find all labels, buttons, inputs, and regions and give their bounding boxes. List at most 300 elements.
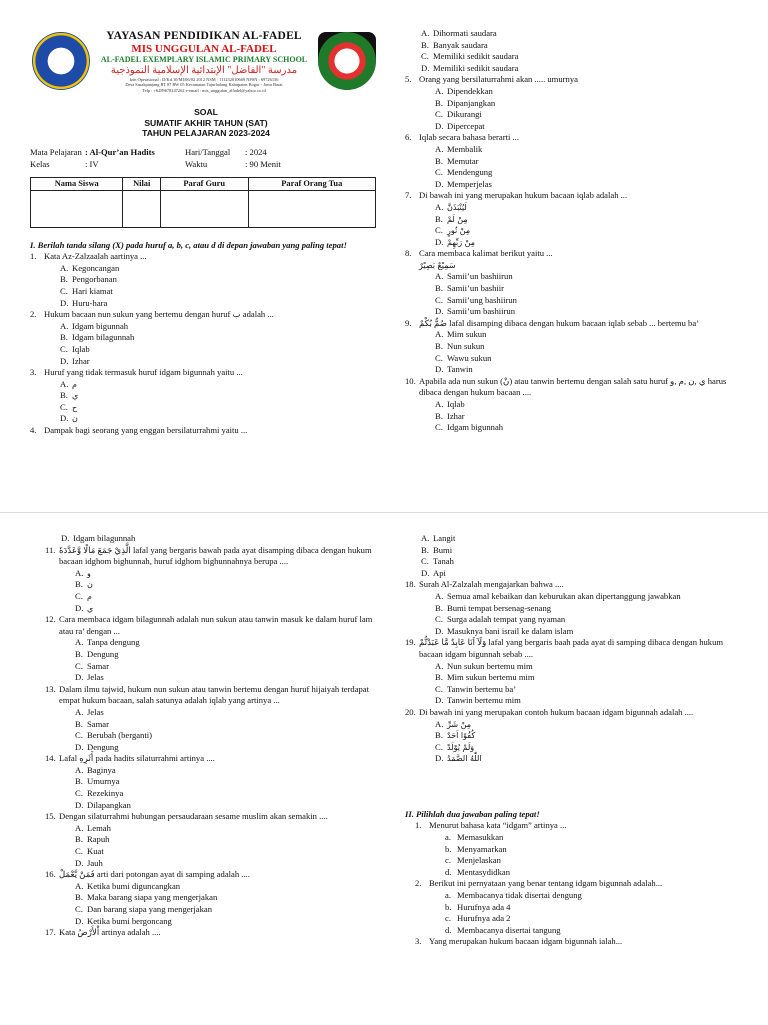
answer-option[interactable] (445, 832, 745, 844)
question-item (405, 132, 745, 190)
answer-option[interactable] (445, 890, 745, 902)
option-letter: C. (60, 343, 68, 354)
question-item (45, 684, 383, 754)
answer-option[interactable] (75, 707, 383, 719)
option-text: ح (72, 402, 78, 412)
question-text: صُمٌّ بُكْمٌ lafal disamping dibaca dengan hukum bacaan iqlab sebab ... bertemu ba’ (419, 317, 700, 328)
options-list (59, 568, 383, 614)
date-value: : 2024 (245, 146, 267, 157)
options-list (419, 661, 745, 707)
option-letter: A. (435, 660, 444, 671)
question-text: Orang yang bersilaturrahmi akan ..... umurnya (419, 74, 578, 85)
option-text: Dengung (87, 741, 119, 752)
option-letter: C. (75, 904, 83, 914)
answer-option[interactable] (60, 321, 382, 333)
option-letter: D. (435, 753, 444, 764)
option-letter: D. (75, 857, 84, 868)
answer-option[interactable] (75, 788, 383, 800)
questions-section-2 (405, 820, 745, 948)
option-text: Lemah (87, 822, 111, 833)
question-item (405, 376, 745, 434)
question-number: 13. (45, 683, 56, 694)
option-letter: A. (435, 271, 444, 282)
option-text: Dihormati saudara (433, 28, 497, 38)
option-letter: A. (421, 28, 430, 38)
date-label: Hari/Tanggal (185, 146, 231, 157)
school-logo-right (318, 32, 376, 90)
answer-option[interactable] (435, 411, 745, 423)
option-letter: A. (60, 262, 69, 273)
options-list (59, 765, 383, 811)
option-letter: D. (75, 672, 84, 683)
question-item (30, 425, 382, 437)
answer-option[interactable] (75, 776, 383, 788)
time-value: : 90 Menit (245, 159, 281, 170)
question-item (30, 367, 382, 425)
option-letter: A. (421, 533, 430, 543)
question-number: 12. (45, 614, 56, 625)
question-text: Kata Az-Zalzaalah aartinya ... (44, 251, 147, 262)
option-text: Memiliki sedikit saudara (433, 51, 519, 62)
question-text: Di bawah ini yang merupakan hukum bacaan iqlab adalah ... (419, 190, 628, 201)
option-text: Masuknya bani israil ke dalam islam (447, 625, 574, 636)
question-item (45, 811, 383, 869)
option-text: Membacanya tidak disertai dengung (457, 890, 582, 901)
option-text: Dikurangi (447, 109, 482, 120)
question-text: Apabila ada nun sukun (نْ) atau tanwin bertemu dengan salah satu huruf ي ,ن ,م ,و harus dibaca dengan hukum bacaan .... (419, 375, 727, 398)
option-letter: A. (435, 590, 444, 601)
answer-option[interactable] (435, 614, 745, 626)
option-text: Rapuh (87, 834, 110, 845)
question-item (405, 248, 745, 318)
option-text: و (87, 568, 91, 578)
option-text: Jelas (87, 672, 104, 683)
question-number: 8. (405, 248, 412, 259)
option-letter: c. (445, 855, 451, 866)
option-text: Bumi (433, 544, 453, 555)
option-letter: C. (435, 294, 443, 305)
question-item (45, 614, 383, 684)
signature-table (30, 177, 376, 228)
option-letter: B. (435, 97, 443, 108)
option-letter: D. (75, 741, 84, 752)
option-text: Dilapangkan (87, 799, 131, 810)
answer-option[interactable] (435, 353, 745, 365)
arabic-phrase: سَمِيْعٌ بَصِيْرٌ (419, 260, 456, 270)
option-text: Jauh (87, 857, 103, 868)
question-text: Kata اْلأَرْضُ artinya adalah .... (59, 927, 161, 938)
answer-option[interactable] (435, 156, 745, 168)
address-line-3: Telp : +6289678247262 e-email : mis_unggulan_alfadel@yahoo.co.id (142, 87, 266, 93)
option-letter: B. (435, 672, 443, 683)
letterhead (30, 30, 382, 102)
option-text: Izhar (447, 410, 465, 421)
option-text: Wawu sukun (447, 352, 492, 363)
option-letter: C. (435, 683, 443, 694)
option-letter: D. (435, 306, 444, 317)
option-letter: B. (435, 730, 443, 741)
option-letter: D. (61, 533, 70, 543)
option-letter: C. (75, 660, 83, 671)
option-letter: c. (445, 913, 451, 924)
answer-option[interactable] (60, 379, 382, 391)
answer-option[interactable] (75, 742, 383, 754)
question-number: 3. (30, 367, 37, 378)
answer-option[interactable] (60, 413, 382, 425)
option-text: Iqlab (447, 399, 465, 409)
answer-option[interactable] (435, 661, 745, 673)
option-text: Umurnya (87, 776, 120, 787)
questions-p2-left (45, 545, 383, 939)
option-text: Idgam bilagunnah (73, 533, 136, 543)
question-text: Yang merupakan hukum bacaan idgam bigunnah ialah... (429, 936, 623, 947)
option-text: Surga adalah tempat yang nyaman (447, 614, 566, 625)
question-item (415, 878, 745, 936)
option-text: كُفُوًا اَحَدٌ (447, 731, 476, 741)
question-text: Di bawah ini yang merupakan contoh hukum bacaan idgam bigunnah adalah .... (419, 706, 694, 717)
question-item (30, 309, 382, 367)
option-letter: C. (421, 556, 429, 567)
option-letter: a. (445, 890, 451, 901)
options-list (419, 591, 745, 637)
option-letter: B. (421, 544, 429, 555)
answer-option[interactable] (60, 298, 382, 310)
answer-option[interactable] (61, 533, 383, 545)
option-letter: B. (435, 410, 443, 421)
option-text: Langit (433, 533, 456, 543)
option-letter: B. (60, 274, 68, 285)
answer-option[interactable] (435, 225, 745, 237)
page1-left-column (30, 30, 382, 437)
options-list (419, 399, 745, 434)
answer-option[interactable] (75, 637, 383, 649)
school-name: MIS UNGGULAN AL-FADEL (131, 43, 277, 55)
question-number: 1. (415, 820, 422, 831)
answer-option[interactable] (75, 858, 383, 870)
question-text: Lafal أَثَرِهِ pada hadits silaturrahmi artinya .... (59, 753, 215, 764)
option-text: Tanpa dengung (87, 637, 140, 648)
subject-value: : Al-Qur’an Hadits (85, 146, 155, 157)
option-letter: D. (60, 297, 69, 308)
option-text: Nun sukun bertemu mim (447, 660, 533, 671)
question-number: 15. (45, 811, 56, 822)
answer-option[interactable] (435, 626, 745, 638)
answer-option[interactable] (435, 295, 745, 307)
question-item (415, 820, 745, 878)
time-label: Waktu (185, 159, 208, 170)
answer-option[interactable] (75, 892, 383, 904)
question-item (405, 318, 745, 376)
answer-option[interactable] (435, 98, 745, 110)
answer-option[interactable] (75, 661, 383, 673)
option-letter: D. (75, 915, 84, 926)
school-name-en: AL-FADEL EXEMPLARY ISLAMIC PRIMARY SCHOOL (100, 55, 308, 64)
question-number: 18. (405, 579, 416, 590)
option-letter: A. (60, 378, 69, 389)
answer-option[interactable] (445, 925, 745, 937)
option-letter: A. (435, 329, 444, 340)
answer-option[interactable] (435, 202, 745, 214)
option-text: اللّٰهُ الصَّمَدُ (447, 754, 482, 764)
question-text: Cara membaca idgam bilagunnah adalah nun sukun atau tanwin masuk ke dalam huruf lam atau ra’ dengan ... (59, 614, 373, 636)
answer-option[interactable] (75, 834, 383, 846)
address-line-2: Desa Sasakpanjang RT 07 RW 05 Kecamatan Tajurhalang Kabupaten Bogor - Jawa Barat (125, 82, 283, 88)
answer-option[interactable] (435, 109, 745, 121)
answer-option[interactable] (435, 399, 745, 411)
question-text: Berikut ini pernyataan yang benar tentang idgam bigunnah adalah... (429, 878, 663, 889)
question-text: Dengan silaturrahmi hubungan persaudaraan sesame muslim akan semakin .... (59, 811, 328, 822)
option-letter: C. (435, 422, 443, 433)
option-letter: d. (445, 924, 452, 935)
question-text: فَمَنْ يَّعْمَلْ arti dari potongan ayat di samping adalah .... (59, 869, 250, 880)
answer-option[interactable] (435, 422, 745, 434)
option-letter: D. (421, 62, 430, 73)
exam-title (30, 107, 382, 139)
option-text: مِنْ لَمْ (447, 214, 468, 224)
option-text: Tanwin bertemu mim (447, 695, 521, 706)
option-letter: C. (60, 285, 68, 296)
answer-option[interactable] (60, 344, 382, 356)
option-letter: b. (445, 901, 452, 912)
answer-option[interactable] (435, 695, 745, 707)
answer-option[interactable] (75, 881, 383, 893)
options-list (419, 202, 745, 248)
option-text: Jelas (87, 706, 104, 717)
answer-option[interactable] (435, 237, 745, 249)
option-letter: A. (435, 718, 444, 729)
answer-option[interactable] (435, 167, 745, 179)
question-item (405, 74, 745, 132)
option-text: Berubah (berganti) (87, 730, 152, 741)
option-letter: D. (60, 355, 69, 366)
answer-option[interactable] (435, 684, 745, 696)
class-value: : IV (85, 159, 99, 170)
question-text: Cara membaca kalimat berikut yaitu ... (419, 248, 553, 259)
option-letter: D. (75, 602, 84, 613)
option-letter: D. (435, 364, 444, 375)
answer-option[interactable] (435, 719, 745, 731)
option-text: Dipanjangkan (447, 97, 496, 108)
option-letter: A. (60, 320, 69, 331)
option-text: Izhar (72, 355, 90, 366)
questions-p1-right (405, 74, 745, 433)
answer-option[interactable] (435, 591, 745, 603)
student-name-cell[interactable] (31, 190, 123, 227)
option-letter: A. (435, 85, 444, 96)
answer-option[interactable] (435, 742, 745, 754)
answer-option[interactable] (421, 63, 745, 75)
options-list (429, 890, 745, 936)
option-text: ن (87, 580, 93, 590)
answer-option[interactable] (445, 913, 745, 925)
question-number: 2. (415, 878, 422, 889)
question-item (45, 753, 383, 811)
answer-option[interactable] (435, 179, 745, 191)
options-list (419, 271, 745, 317)
answer-option[interactable] (421, 51, 745, 63)
option-text: Memutar (447, 155, 479, 166)
question-number: 7. (405, 190, 412, 201)
q4-options (405, 28, 745, 74)
option-text: Mim sukun (447, 329, 487, 340)
option-letter: B. (435, 283, 443, 294)
answer-option[interactable] (60, 332, 382, 344)
question-item (405, 190, 745, 248)
answer-option[interactable] (75, 904, 383, 916)
option-text: Dengung (87, 648, 119, 659)
answer-option[interactable] (421, 556, 745, 568)
option-text: Samii’un bashiir (447, 283, 505, 294)
option-text: Mendengung (447, 167, 493, 178)
option-letter: C. (75, 730, 83, 741)
question-text: Dalam ilmu tajwid, hukum nun sukun atau tanwin bertemu dengan huruf hijaiyah terdapat empat hukum bacaan, salah satunya adalah iqlab yang artinya ... (59, 683, 370, 706)
option-text: Memiliki sedikit saudara (433, 62, 519, 73)
option-letter: C. (75, 846, 83, 857)
answer-option[interactable] (435, 329, 745, 341)
letterhead-text (94, 30, 314, 93)
option-text: Samii’un bashiirun (447, 271, 513, 282)
answer-option[interactable] (435, 341, 745, 353)
question-number: 1. (30, 251, 37, 262)
option-text: Kegoncangan (72, 262, 120, 273)
answer-option[interactable] (75, 591, 383, 603)
option-text: Mim sukun bertemu mim (447, 672, 535, 683)
option-letter: B. (60, 332, 68, 343)
answer-option[interactable] (60, 390, 382, 402)
option-text: Mentasydidkan (457, 866, 510, 877)
answer-option[interactable] (435, 86, 745, 98)
option-letter: A. (75, 822, 84, 833)
option-letter: A. (75, 764, 84, 775)
question-number: 3. (415, 936, 422, 947)
answer-option[interactable] (75, 568, 383, 580)
title-line-2: SUMATIF AKHIR TAHUN (SAT) (144, 117, 268, 128)
answer-option[interactable] (435, 271, 745, 283)
foundation-name: YAYASAN PENDIDIKAN AL-FADEL (106, 30, 302, 42)
answer-option[interactable] (435, 121, 745, 133)
answer-option[interactable] (435, 144, 745, 156)
options-list (419, 329, 745, 375)
answer-option[interactable] (435, 283, 745, 295)
question-text: Surah Al-Zalzalah mengajarkan bahwa .... (419, 579, 564, 590)
option-letter: D. (421, 567, 430, 578)
option-text: Ketika bumi bergoncang (87, 915, 172, 926)
title-line-3: TAHUN PELAJARAN 2023-2024 (142, 128, 270, 139)
option-text: Kuat (87, 846, 104, 857)
options-list (44, 263, 382, 309)
answer-option[interactable] (435, 753, 745, 765)
option-text: Huru-hara (72, 297, 108, 308)
option-text: Ketika bumi diguncangkan (87, 880, 181, 891)
options-list (429, 832, 745, 878)
option-text: Membacanya disertai tangung (457, 924, 561, 935)
answer-option[interactable] (60, 356, 382, 368)
option-letter: B. (435, 155, 443, 166)
score-cell[interactable] (123, 190, 160, 227)
answer-option[interactable] (435, 672, 745, 684)
answer-option[interactable] (421, 545, 745, 557)
options-list (419, 719, 745, 765)
answer-option[interactable] (421, 28, 745, 40)
option-letter: B. (75, 648, 83, 659)
question-number: 10. (405, 375, 416, 386)
option-letter: B. (60, 390, 68, 401)
option-text: Hari kiamat (72, 285, 113, 296)
parent-sign-cell[interactable] (248, 190, 375, 227)
answer-option[interactable] (75, 649, 383, 661)
answer-option[interactable] (75, 765, 383, 777)
option-letter: B. (75, 579, 83, 590)
answer-option[interactable] (435, 214, 745, 226)
answer-option[interactable] (445, 844, 745, 856)
answer-option[interactable] (421, 40, 745, 52)
answer-option[interactable] (435, 730, 745, 742)
answer-option[interactable] (435, 603, 745, 615)
option-text: Idgam bigunnah (72, 320, 129, 331)
answer-option[interactable] (75, 846, 383, 858)
answer-option[interactable] (421, 568, 745, 580)
answer-option[interactable] (75, 800, 383, 812)
option-text: Hurufnya ada 4 (457, 901, 511, 912)
address-line-1: Izin Operasional : D/Kd.10/MI/06/02 2012 NSM : 111232010669 NPSN : 69726156 (129, 77, 279, 82)
answer-option[interactable] (60, 263, 382, 275)
option-letter: C. (421, 51, 429, 62)
answer-option[interactable] (445, 867, 745, 879)
option-text: Rezekinya (87, 788, 124, 799)
answer-option[interactable] (435, 306, 745, 318)
option-text: Bumi tempat bersenag-senang (447, 602, 552, 613)
answer-option[interactable] (60, 402, 382, 414)
question-item (45, 927, 383, 939)
school-logo-left (32, 32, 90, 90)
options-list (59, 823, 383, 869)
options-list (419, 144, 745, 190)
answer-option[interactable] (75, 823, 383, 835)
option-letter: A. (75, 880, 84, 891)
question-number: 19. (405, 637, 416, 648)
answer-option[interactable] (421, 533, 745, 545)
option-letter: C. (435, 352, 443, 363)
answer-option[interactable] (435, 364, 745, 376)
option-text: Idgam bigunnah (447, 422, 504, 433)
option-letter: a. (445, 832, 451, 843)
answer-option[interactable] (75, 603, 383, 615)
option-text: Maka barang siapa yang mengerjakan (87, 892, 218, 903)
answer-option[interactable] (75, 730, 383, 742)
option-letter: D. (435, 120, 444, 131)
answer-option[interactable] (75, 719, 383, 731)
option-letter: C. (60, 401, 68, 412)
option-letter: D. (435, 236, 444, 247)
answer-option[interactable] (75, 672, 383, 684)
answer-option[interactable] (445, 855, 745, 867)
answer-option[interactable] (60, 286, 382, 298)
option-letter: C. (435, 741, 443, 752)
option-letter: D. (75, 799, 84, 810)
option-letter: A. (75, 706, 84, 717)
option-text: Memperjelas (447, 178, 492, 189)
question-number: 9. (405, 317, 412, 328)
answer-option[interactable] (75, 579, 383, 591)
question-number: 14. (45, 753, 56, 764)
option-letter: A. (75, 567, 84, 578)
option-letter: C. (75, 590, 83, 601)
answer-option[interactable] (60, 274, 382, 286)
question-number: 6. (405, 132, 412, 143)
answer-option[interactable] (445, 902, 745, 914)
answer-option[interactable] (75, 916, 383, 928)
teacher-sign-cell[interactable] (160, 190, 248, 227)
